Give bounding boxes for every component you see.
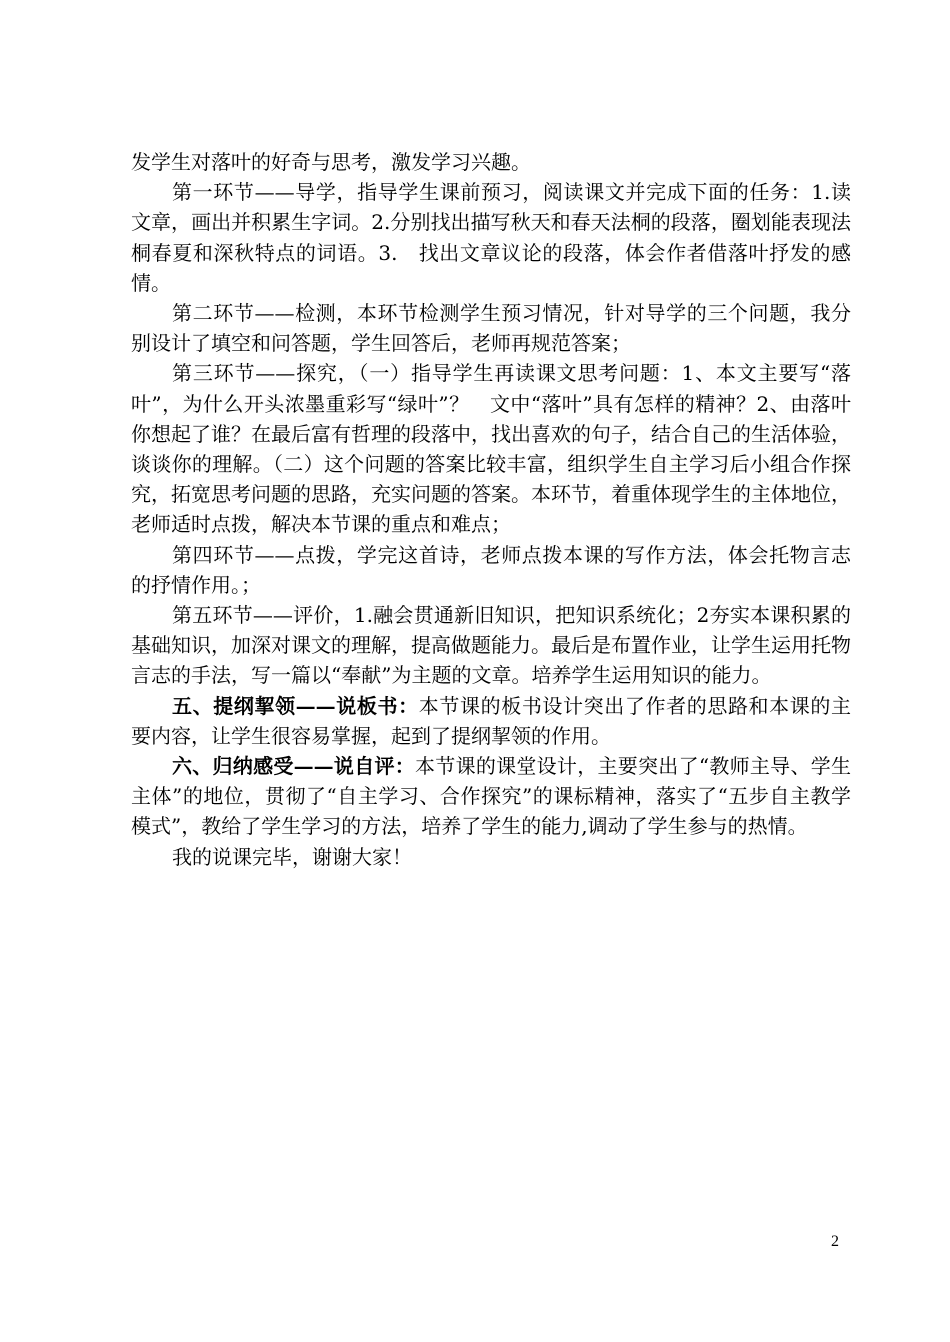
- paragraph-section-six: [131, 751, 851, 842]
- paragraph-step-one: 第一环节——导学，指导学生课前预习，阅读课文并完成下面的任务：1.读文章，画出并积累生字词。2.分别找出描写秋天和春天法桐的段落，圈划能表现法桐春夏和深秋特点的词语。3. 找出文章议论的段落，体会作者借落叶抒发的感情。: [131, 180, 851, 295]
- paragraph-step-four: 第四环节——点拨，学完这首诗，老师点拨本课的写作方法，体会托物言志的抒情作用。；: [131, 542, 851, 597]
- page-body: [131, 147, 851, 872]
- section-five-heading: 五、提纲挈领——说板书：: [172, 693, 419, 718]
- section-six-body: 本节课的课堂设计，主要突出了“教师主导、学生主体”的地位，贯彻了“自主学习、合作探究”的课标精神，落实了“五步自主教学模式”，教给了学生学习的方法，培养了学生的能力,调动了学生参与的热情。: [131, 754, 851, 839]
- section-five-body: 本节课的板书设计突出了作者的思路和本课的主要内容，让学生很容易掌握，起到了提纲挈领的作用。: [131, 693, 852, 748]
- paragraph-intro-continued: 发学生对落叶的好奇与思考，激发学习兴趣。: [131, 150, 531, 174]
- page-number: 2: [831, 1233, 839, 1250]
- section-six-heading: 六、归纳感受——说自评：: [172, 754, 416, 779]
- paragraph-step-three: 第三环节——探究，（一）指导学生再读课文思考问题：1、本文主要写“落叶”，为什么开头浓墨重彩写“绿叶”？ 文中“落叶”具有怎样的精神？2、由落叶你想起了谁？在最后富有哲理的段落中，找出喜欢的句子，结合自己的生活体验，谈谈你的理解。（二）这个问题的答案比较丰富，组织学生自主学习后小组合作探究，拓宽思考问题的思路，充实问题的答案。本环节，着重体现学生的主体地位，老师适时点拨，解决本节课的重点和难点；: [131, 361, 851, 537]
- paragraph-step-two: 第二环节——检测，本环节检测学生预习情况，针对导学的三个问题，我分别设计了填空和问答题，学生回答后，老师再规范答案；: [131, 301, 851, 356]
- paragraph-step-five: 第五环节——评价，1.融会贯通新旧知识，把知识系统化；2夯实本课积累的基础知识，加深对课文的理解，提高做题能力。最后是布置作业，让学生运用托物言志的手法，写一篇以“奉献”为主题的文章。培养学生运用知识的能力。: [131, 603, 851, 688]
- paragraph-section-five: [131, 691, 851, 751]
- paragraph-closing: 我的说课完毕，谢谢大家！: [172, 844, 412, 869]
